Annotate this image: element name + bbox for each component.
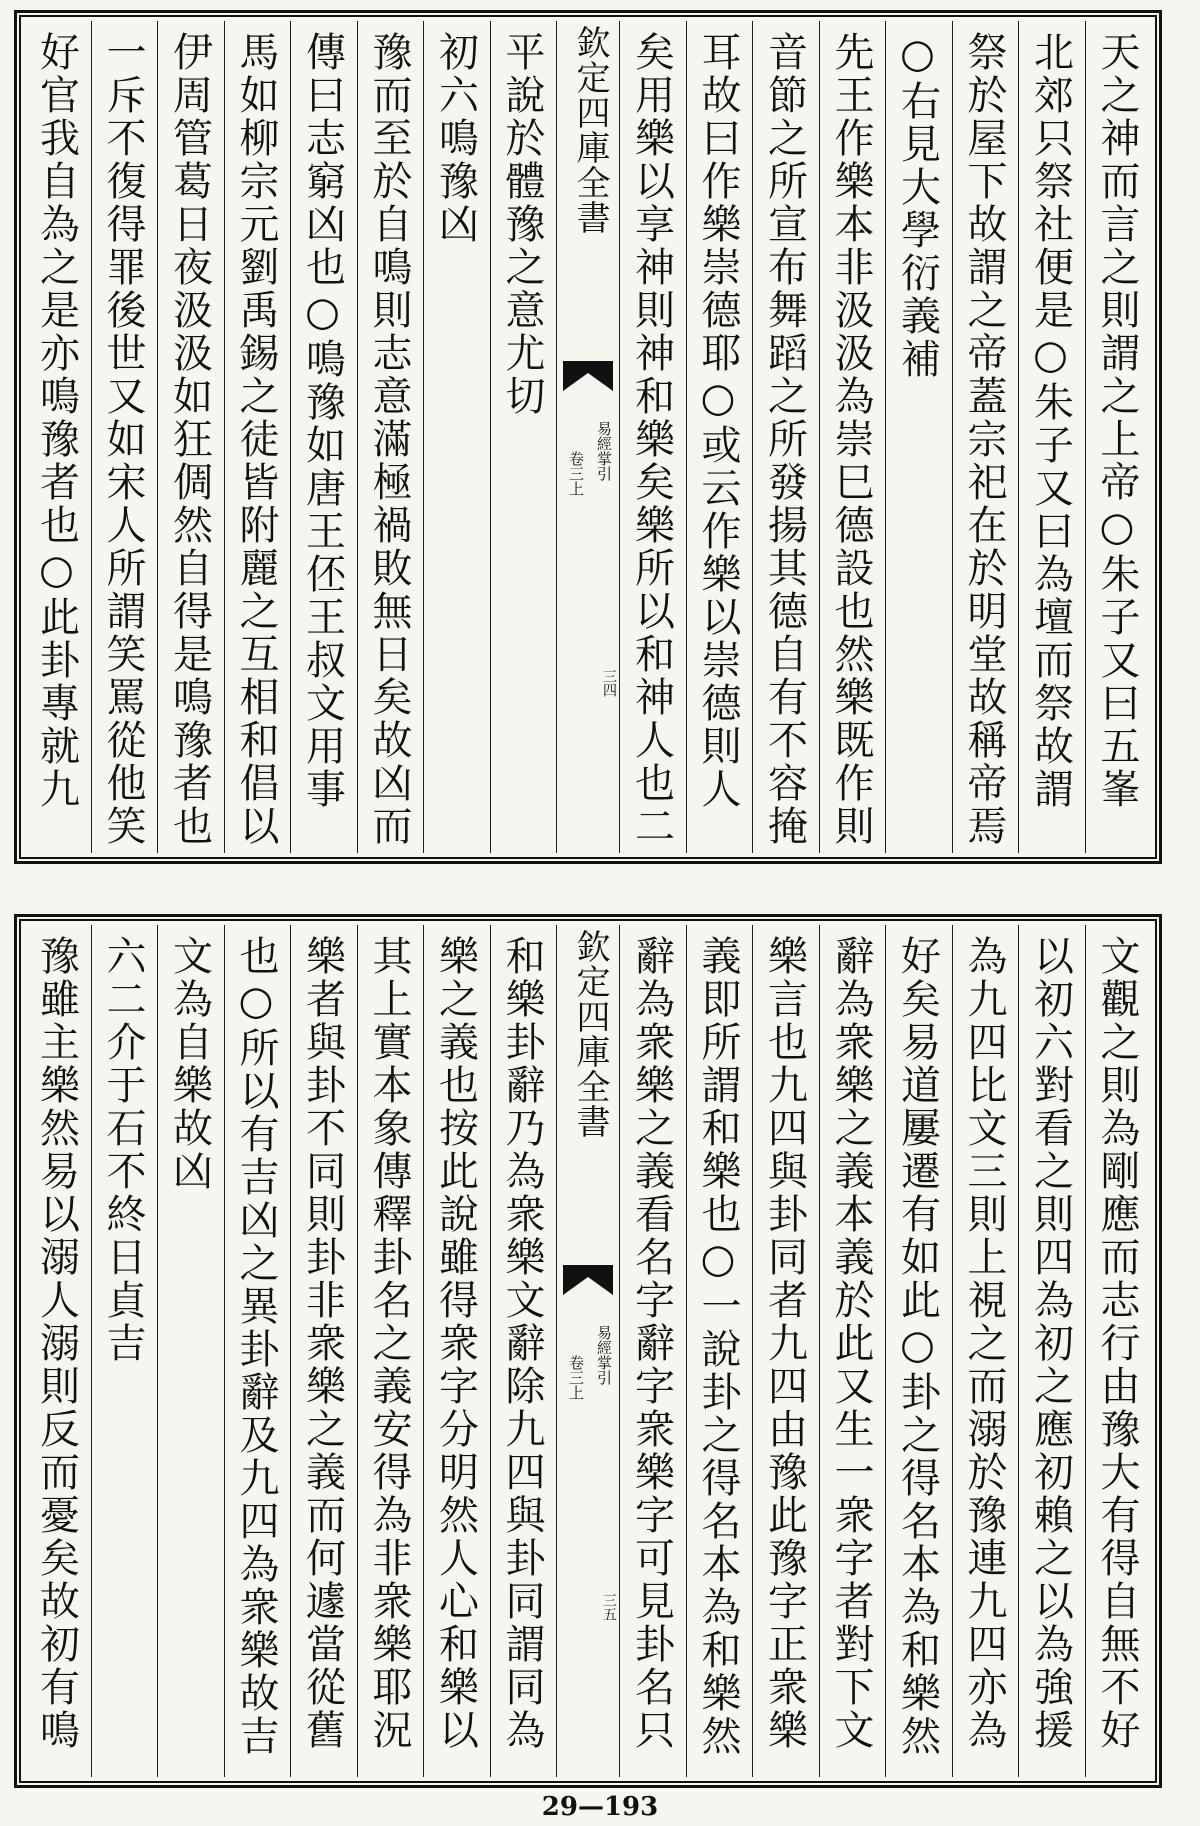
text-column: 初六鳴豫凶 — [423, 21, 490, 853]
text-column: 豫而至於自鳴則志意滿極禍敗無日矣故凶而 — [357, 21, 424, 853]
text-column: 伊周管葛日夜汲汲如狂倜然自得是鳴豫者也 — [157, 21, 224, 853]
text-column: 文觀之則為剛應而志行由豫大有得自無不好 — [1085, 925, 1152, 1777]
text-column: 矣用樂以享神則神和樂矣樂所以和神人也二 — [619, 21, 686, 853]
center-title: 欽定四庫全書 — [570, 929, 610, 1139]
page-number: 29—193 — [541, 1792, 659, 1822]
text-column: 好矣易道屢遷有如此○卦之得名本為和樂然 — [885, 925, 952, 1777]
text-column: 以初六對看之則四為初之應初賴之以為強援 — [1018, 925, 1085, 1777]
text-column: 樂之義也按此說雖得衆字分明然人心和樂以 — [423, 925, 490, 1777]
top-page-columns — [25, 21, 1151, 853]
center-juan: 卷三上 — [567, 451, 585, 496]
text-column: 先王作樂本非汲汲為崇巳德設也然樂既作則 — [819, 21, 886, 853]
fishtail-mark-icon — [563, 361, 613, 391]
center-book-title: 易經掌引 — [595, 421, 613, 481]
text-column: 祭於屋下故謂之帝蓋宗祀在於明堂故稱帝焉 — [952, 21, 1019, 853]
text-column: 豫雖主樂然易以溺人溺則反而憂矣故初有鳴 — [33, 935, 80, 1752]
text-column: 馬如柳宗元劉禹錫之徒皆附麗之互相和倡以 — [224, 21, 291, 853]
text-column: 義即所謂和樂也○一說卦之得名本為和樂然 — [686, 925, 753, 1777]
text-column: 天之神而言之則謂之上帝○朱子又曰五峯 — [1085, 21, 1152, 853]
text-column: 樂者與卦不同則卦非衆樂之義而何遽當從舊 — [290, 925, 357, 1777]
fishtail-mark-icon — [563, 1265, 613, 1295]
text-column: 為九四比文三則上視之而溺於豫連九四亦為 — [952, 925, 1019, 1777]
bottom-page-columns — [25, 925, 1151, 1777]
text-column: 和樂卦辭乃為衆樂文辭除九四與卦同謂同為 — [490, 925, 557, 1777]
center-margin — [556, 21, 619, 853]
text-column: 傳曰志窮凶也○鳴豫如唐王伾王叔文用事 — [290, 21, 357, 853]
text-column: 辭為衆樂之義本義於此又生一衆字者對下文 — [819, 925, 886, 1777]
center-book-title: 易經掌引 — [595, 1325, 613, 1385]
text-column: 也○所以有吉凶之異卦辭及九四為衆樂故吉 — [224, 925, 291, 1777]
text-column: 好官我自為之是亦鳴豫者也○此卦專就九 — [33, 31, 80, 811]
text-column: 文為自樂故凶 — [157, 925, 224, 1777]
center-juan: 卷三上 — [567, 1355, 585, 1400]
text-column: 樂言也九四與卦同者九四由豫此豫字正衆樂 — [752, 925, 819, 1777]
text-column: 平說於體豫之意尤切 — [490, 21, 557, 853]
center-folio-number: 三四 — [601, 669, 617, 697]
center-margin — [556, 925, 619, 1777]
text-column: 其上實本象傳釋卦名之義安得為非衆樂耶況 — [357, 925, 424, 1777]
text-column: 耳故曰作樂崇德耶○或云作樂以崇德則人 — [686, 21, 753, 853]
center-folio-number: 三五 — [601, 1593, 617, 1621]
top-page — [14, 10, 1162, 864]
text-column: 北郊只祭社便是○朱子又曰為壇而祭故謂 — [1018, 21, 1085, 853]
center-title: 欽定四庫全書 — [570, 25, 610, 235]
text-column: 六二介于石不終日貞吉 — [91, 925, 158, 1777]
text-column: ○右見大學衍義補 — [885, 21, 952, 853]
bottom-page — [14, 914, 1162, 1788]
text-column: 一斥不復得罪後世又如宋人所謂笑罵從他笑 — [91, 21, 158, 853]
text-column: 辭為衆樂之義看名字辭字衆樂字可見卦名只 — [619, 925, 686, 1777]
text-column: 音節之所宣布舞蹈之所發揚其德自有不容掩 — [752, 21, 819, 853]
